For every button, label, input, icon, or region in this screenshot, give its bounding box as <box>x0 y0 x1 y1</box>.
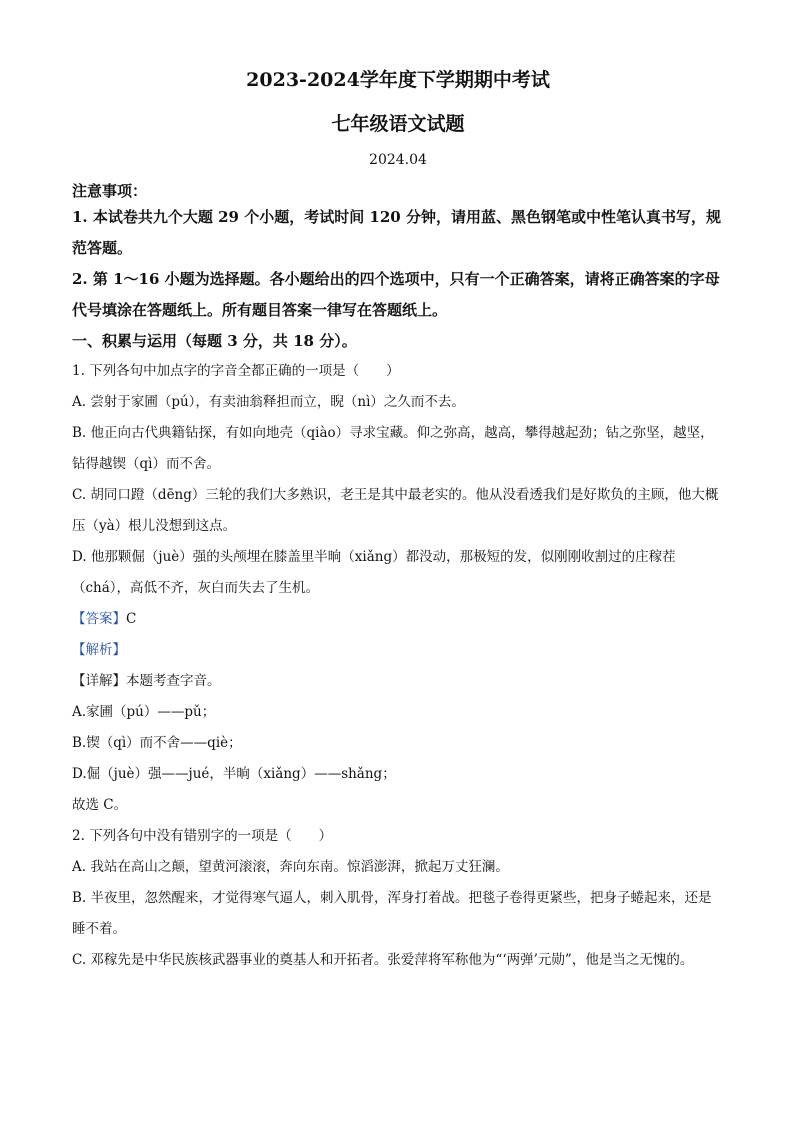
answer-tag: 【答案】 <box>72 611 126 627</box>
exam-date: 2024.04 <box>369 152 427 168</box>
detail-line <box>72 666 724 697</box>
question-2-option-c: C. 邓稼先是中华民族核武器事业的奠基人和开拓者。张爱萍将军称他为“‘两弹’元勋”，他是当之无愧的。 <box>72 952 694 968</box>
question-1-option-a: A. 尝射于家圃（pú），有卖油翁释担而立，睨（nì）之久而不去。 <box>72 394 465 410</box>
notes-heading: 注意事项： <box>72 182 148 200</box>
question-2-option-a: A. 我站在高山之颠，望黄河滚滚，奔向东南。惊滔澎湃，掀起万丈狂澜。 <box>72 859 509 875</box>
answer-value: C <box>126 611 137 627</box>
question-1-option-d: D. 他那颗倔（juè）强的头颅埋在膝盖里半晌（xiǎng）都没动，那极短的发，似刚刚收割过的庄稼茬（chá），高低不齐，灰白而失去了生机。 <box>72 549 676 596</box>
explanation-conclusion: 故选 C。 <box>72 797 128 813</box>
page-content <box>72 66 724 976</box>
question-2-stem: 2. 下列各句中没有错别字的一项是（ ） <box>72 828 333 844</box>
analysis-tag: 【解析】 <box>72 642 126 658</box>
exam-title: 2023-2024学年度下学期期中考试 <box>246 69 550 91</box>
explanation-b: B.锲（qì）而不舍——qiè； <box>72 735 242 751</box>
explanation-a: A.家圃（pú）——pǔ； <box>72 704 216 720</box>
analysis-line <box>72 635 724 666</box>
question-2-option-b: B. 半夜里，忽然醒来，才觉得寒气逼人，刺入肌骨，浑身打着战。把毯子卷得更紧些，把身子蜷起来，还是睡不着。 <box>72 890 712 937</box>
note-item-2: 2. 第 1～16 小题为选择题。各小题给出的四个选项中，只有一个正确答案，请将正确答案的字母代号填涂在答题纸上。所有题目答案一律写在答题纸上。 <box>72 270 720 319</box>
question-1-option-c: C. 胡同口蹬（dēng）三轮的我们大多熟识，老王是其中最老实的。他从没看透我们是好欺负的主顾，他大概压（yà）根儿没想到这点。 <box>72 487 719 534</box>
explanation-d: D.倔（juè）强——jué，半晌（xiǎng）——shǎng； <box>72 766 396 782</box>
note-item-1: 1. 本试卷共九个大题 29 个小题，考试时间 120 分钟，请用蓝、黑色钢笔或中性笔认真书写，规范答题。 <box>72 208 721 257</box>
detail-text: 本题考查字音。 <box>126 673 221 689</box>
exam-subtitle: 七年级语文试题 <box>331 113 465 135</box>
question-1-stem: 1. 下列各句中加点字的字音全都正确的一项是（ ） <box>72 363 400 379</box>
question-1-option-b: B. 他正向古代典籍钻探，有如向地壳（qiào）寻求宝藏。仰之弥高，越高，攀得越起劲；钻之弥坚，越坚，钻得越锲（qì）而不舍。 <box>72 425 714 472</box>
detail-tag: 【详解】 <box>72 673 126 689</box>
section-heading-1: 一、积累与运用（每题 3 分，共 18 分）。 <box>72 332 357 350</box>
answer-line <box>72 604 724 635</box>
